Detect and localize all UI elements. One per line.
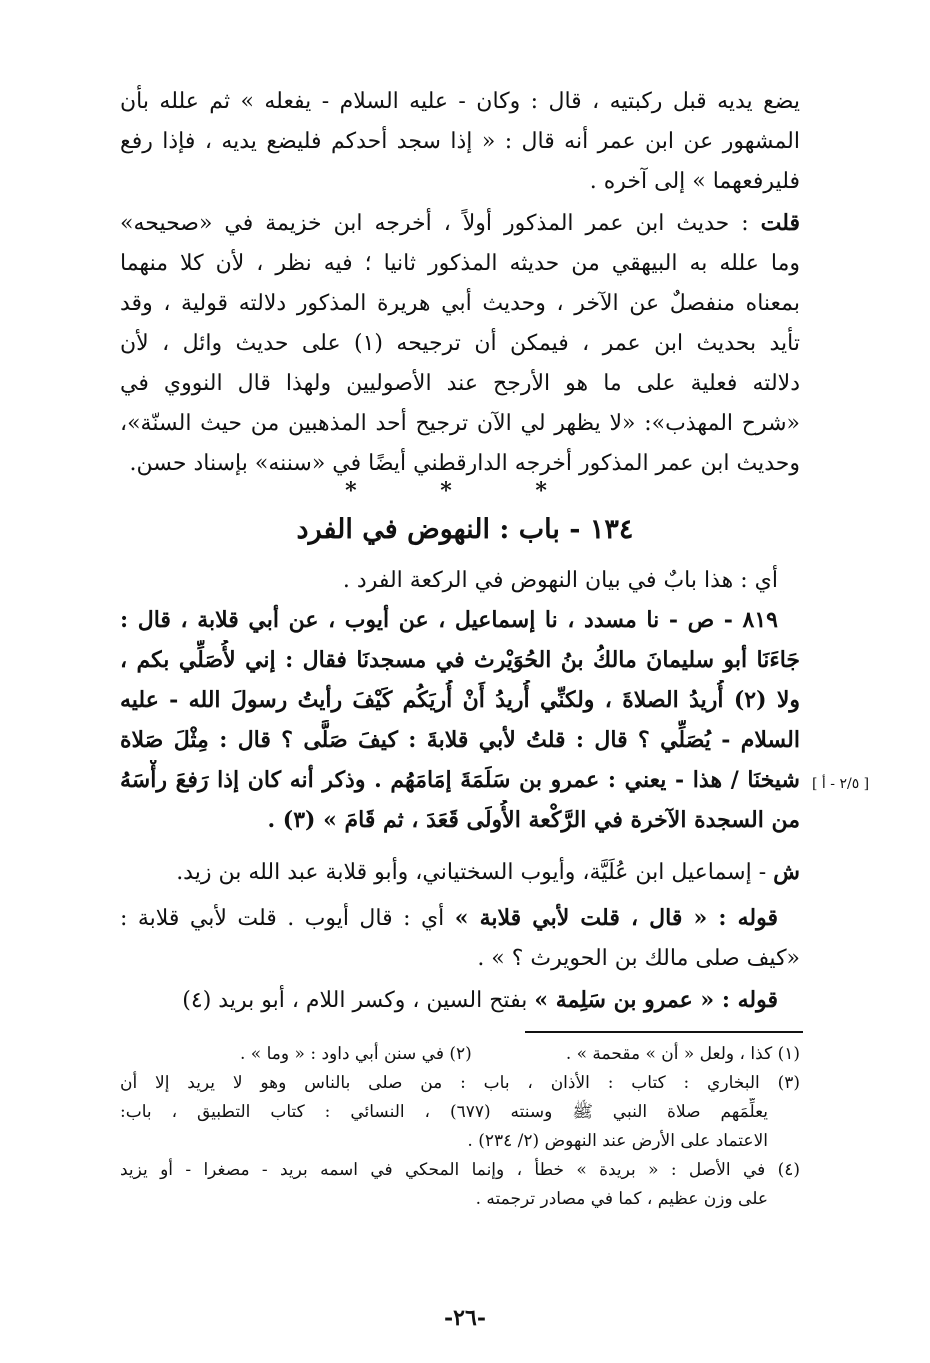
text-line: بمعناه منفصلٌ عن الآخر ، وحديث أبي هريرة المذكور دلالته قولية ، وقد bbox=[120, 291, 800, 316]
lead-phrase: قوله : « عمرو بن سَلِمة » bbox=[534, 987, 778, 1013]
text-line: المشهور عن ابن عمر أنه قال : « إذا سجد أحدكم فليضع يديه ، فإذا رفع bbox=[120, 129, 800, 154]
text-line: «كيف صلى مالك بن الحويرث ؟ » . bbox=[477, 946, 800, 971]
footnote-divider bbox=[525, 1031, 803, 1033]
comment-paragraph bbox=[120, 898, 800, 979]
text-line: ٨١٩ - ص - نا مسدد ، نا إسماعيل ، عن أيوب ، عن أبي قلابة ، قال : bbox=[120, 607, 778, 633]
footnote-3: (٣) البخاري : كتاب : الأذان ، باب : من صلى بالناس وهو لا يريد إلا أن bbox=[120, 1073, 800, 1093]
text-line: وما علله به البيهقي من حديثه المذكور ثانيا ؛ فيه نظر ، لأن كلا منهما bbox=[120, 251, 800, 276]
text-line bbox=[120, 852, 800, 893]
text-line bbox=[120, 898, 800, 939]
lead-word: قلت bbox=[760, 210, 800, 236]
text-run: - إسماعيل ابن عُلَيَّة، وأيوب السختياني، وأبو قلابة عبد الله بن زيد. bbox=[176, 860, 774, 885]
text-line: من السجدة الآخرة في الرَّكْعة الأُولَى قَعَدَ ، ثم قَامَ » (٣) . bbox=[267, 807, 800, 833]
footnote-1: (١) كذا ، ولعل « أن » مقحمة » . bbox=[565, 1044, 800, 1064]
chapter-heading: ١٣٤ - باب : النهوض في الفرد bbox=[296, 514, 634, 545]
footnote-4-cont: على وزن عظيم ، كما في مصادر ترجمته . bbox=[475, 1189, 768, 1209]
paragraph-continuation bbox=[120, 82, 800, 202]
footnote-4: (٤) في الأصل : « بريدة » خطأ ، وإنما المحكي في اسمه بريد - مصغرا - أو يزيد bbox=[120, 1160, 800, 1180]
footnote-row bbox=[120, 1040, 800, 1069]
text-line bbox=[120, 203, 800, 244]
text-line: يضع يديه قبل ركبتيه ، قال : وكان - عليه السلام - يفعله » ثم علله بأن bbox=[120, 89, 800, 114]
lead-phrase: قوله : « قال ، قلت لأبي قلابة » bbox=[454, 905, 778, 931]
comment-paragraph bbox=[120, 980, 800, 1021]
paragraph-qultu bbox=[120, 203, 800, 484]
text-line: شيخنَا / هذا - يعني : عمرو بن سَلَمَةَ إمَامَهُم . وذكر أنه كان إذا رَفعَ رأْسَهُ bbox=[120, 767, 800, 793]
text-line: دلالته فعلية على ما هو الأرجح عند الأصوليين ولهذا قال النووي في bbox=[120, 371, 800, 396]
text-line: فليرفعهما » إلى آخره . bbox=[589, 169, 800, 194]
footnote-3-cont: الاعتماد على الأرض عند النهوض (٢/ ٢٣٤) . bbox=[467, 1131, 768, 1151]
manuscript-folio-marker: [ ٢/٥ - أ ] bbox=[812, 776, 870, 792]
footnote-2: (٢) في سنن أبي داود : « وما » . bbox=[240, 1044, 472, 1064]
text-line: تأيد بحديث ابن عمر ، فيمكن أن ترجيحه (١) على حديث وائل ، لأن bbox=[120, 331, 800, 356]
text-run: بفتح السين ، وكسر اللام ، أبو بريد (٤) bbox=[182, 988, 535, 1013]
text-line: ولا (٢) أُريدُ الصلاةَ ، ولكنِّي أُريدُ أَنْ أُريَكُم كَيْفَ رأيتُ رسولَ الله - عليه bbox=[120, 687, 800, 713]
text-line: أي : هذا بابٌ في بيان النهوض في الركعة الفرد . bbox=[342, 568, 778, 593]
text-line bbox=[120, 980, 800, 1021]
text-line: جَاءَنَا أبو سليمانَ مالكُ بنُ الحُوَيْرث في مسجدنَا فقال : إني لأُصَلِّي بكم ، bbox=[120, 647, 800, 673]
text-line: السلام - يُصَلِّي ؟ قال : قلتُ لأبي قلابةَ : كيفَ صَلَّى ؟ قال : مِثْلَ صَلاة bbox=[120, 727, 800, 753]
section-separator: * * * bbox=[345, 478, 585, 504]
footnote-3-cont: يعلِّمَهم صلاة النبي ﷺ وسنته (٦٧٧) ، النسائي : كتاب التطبيق ، باب: bbox=[120, 1102, 769, 1122]
footnotes bbox=[120, 1040, 800, 1214]
chapter-gloss bbox=[120, 561, 800, 601]
text-line: وحديث ابن عمر المذكور أخرجه الدارقطني أيضًا في «سننه» بإسناد حسن. bbox=[129, 451, 800, 476]
sharh-paragraph bbox=[120, 852, 800, 893]
text-run: أي : قال أيوب . قلت لأبي قلابة : bbox=[120, 906, 455, 931]
page-number: -٢٦- bbox=[444, 1305, 486, 1331]
text-line: «شرح المهذب»: «لا يظهر لي الآن ترجيح أحد المذهبين من حيث السنّة»، bbox=[120, 411, 800, 436]
text-run: : حديث ابن عمر المذكور أولاً ، أخرجه ابن خزيمة في «صحيحه» bbox=[120, 211, 761, 236]
hadith-text bbox=[120, 600, 800, 840]
lead-word: ش bbox=[773, 859, 800, 885]
